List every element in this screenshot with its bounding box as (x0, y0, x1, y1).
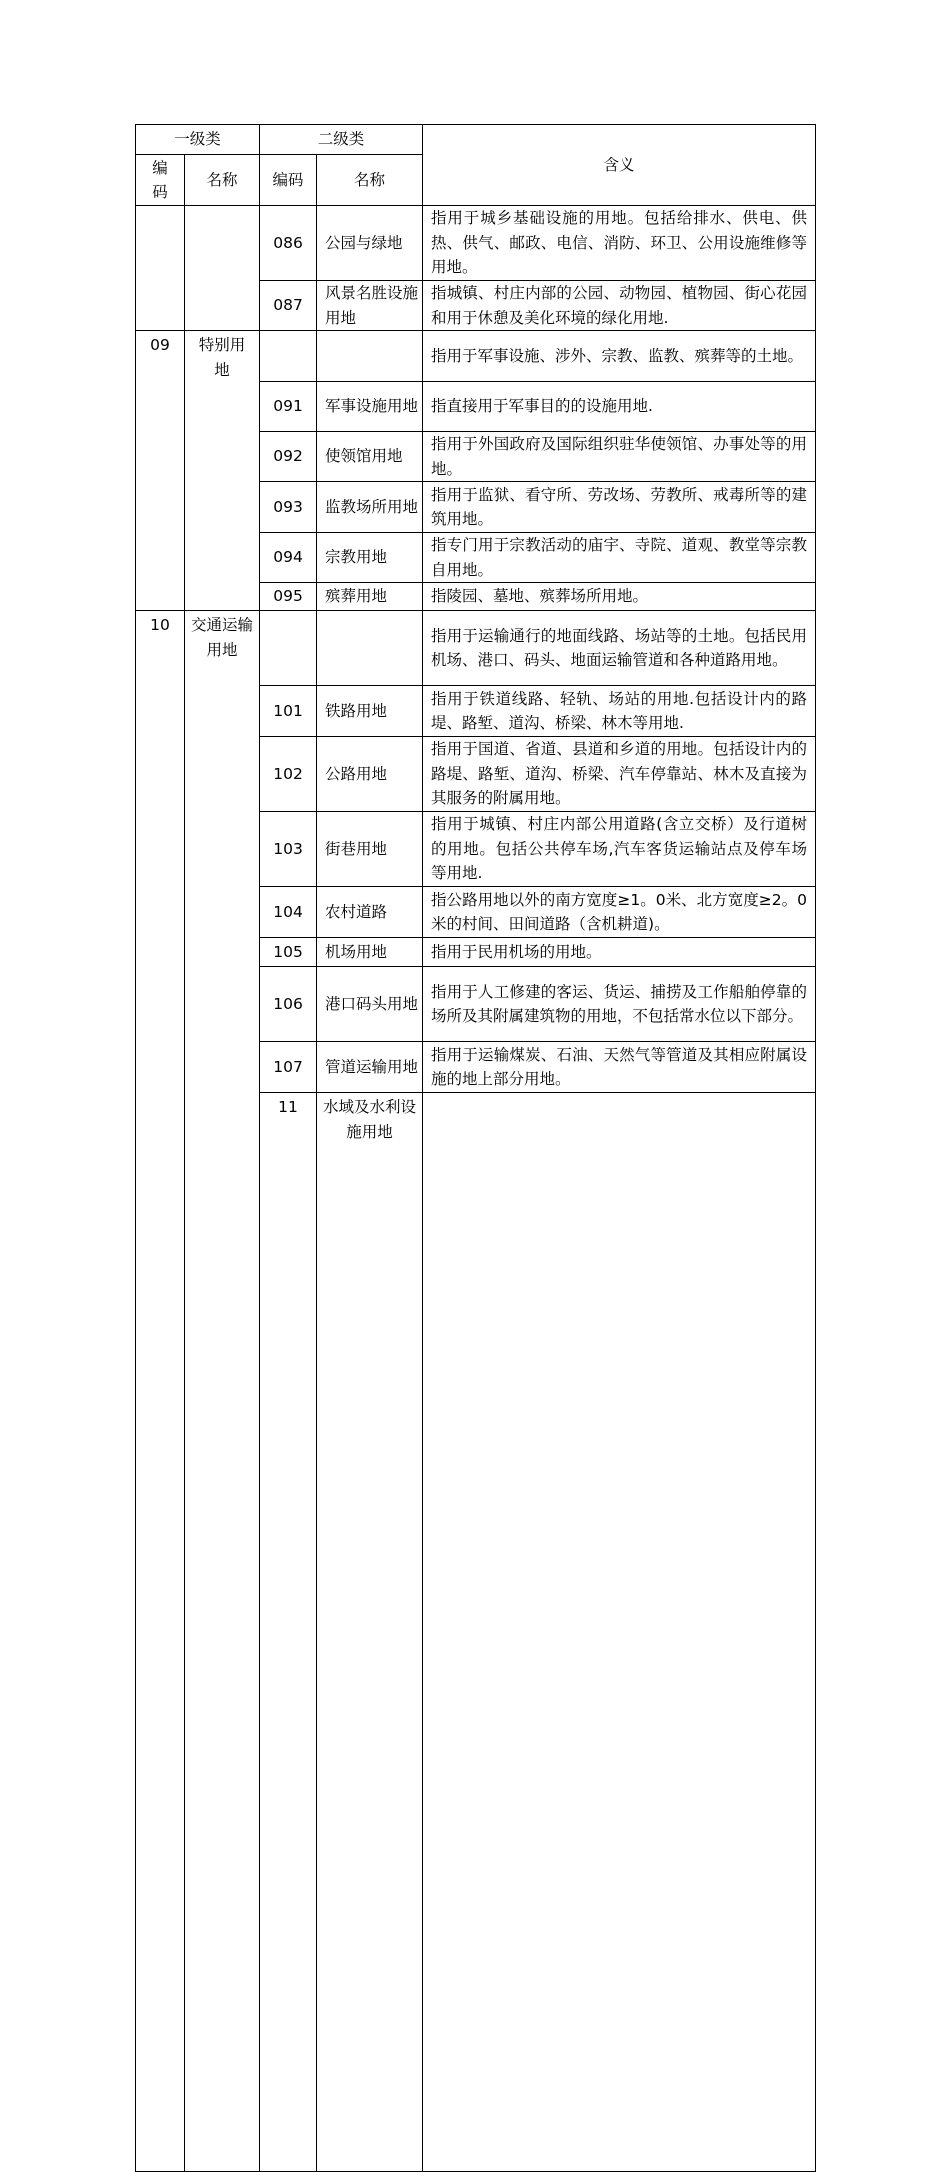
level2-code-cell: 086 (260, 206, 317, 281)
level2-header: 二级类 (260, 125, 423, 155)
meaning-cell: 指用于外国政府及国际组织驻华使领馆、办事处等的用地。 (423, 432, 816, 482)
level2-code-cell: 105 (260, 938, 317, 967)
level2-code-cell: 103 (260, 812, 317, 887)
meaning-cell: 指城镇、村庄内部的公园、动物园、植物园、街心花园和用于休憩及美化环境的绿化用地. (423, 281, 816, 331)
level2-code-cell: 104 (260, 887, 317, 938)
meaning-cell: 指用于军事设施、涉外、宗教、监教、殡葬等的土地。 (423, 331, 816, 382)
table-row (136, 206, 816, 281)
level2-name-cell: 公路用地 (317, 737, 423, 812)
level2-code-cell: 101 (260, 686, 317, 737)
level2-name-cell: 殡葬用地 (317, 583, 423, 611)
level1-name-cell: 水域及水利设施用地 (317, 1093, 423, 2172)
header-row (136, 125, 816, 155)
level2-name-cell (317, 331, 423, 382)
table-row (136, 331, 816, 382)
meaning-cell: 指用于人工修建的客运、货运、捕捞及工作船舶停靠的场所及其附属建筑物的用地，不包括常水位以下部分。 (423, 967, 816, 1042)
level1-name-cell: 特别用地 (185, 331, 260, 611)
meaning-cell: 指用于运输通行的地面线路、场站等的土地。包括民用机场、港口、码头、地面运输管道和各种道路用地。 (423, 611, 816, 686)
table-row (136, 611, 816, 686)
meaning-cell: 指用于国道、省道、县道和乡道的用地。包括设计内的路堤、路堑、道沟、桥梁、汽车停靠站、林木及直接为其服务的附属用地。 (423, 737, 816, 812)
meaning-cell: 指用于监狱、看守所、劳改场、劳教所、戒毒所等的建筑用地。 (423, 482, 816, 533)
level2-name-cell: 风景名胜设施用地 (317, 281, 423, 331)
level2-code-cell: 095 (260, 583, 317, 611)
level2-name-cell: 农村道路 (317, 887, 423, 938)
meaning-cell: 指用于铁道线路、轻轨、场站的用地.包括设计内的路堤、路堑、道沟、桥梁、林木等用地. (423, 686, 816, 737)
level2-code-cell: 092 (260, 432, 317, 482)
level1-code-cell (136, 206, 185, 331)
level2-code-header: 编码 (260, 155, 317, 206)
level2-name-cell: 宗教用地 (317, 533, 423, 583)
level2-name-cell: 公园与绿地 (317, 206, 423, 281)
level1-name-cell (185, 206, 260, 331)
level2-name-cell: 铁路用地 (317, 686, 423, 737)
land-use-classification-table (135, 124, 816, 2172)
meaning-cell: 指用于城镇、村庄内部公用道路(含立交桥）及行道树的用地。包括公共停车场,汽车客货运输站点及停车场等用地. (423, 812, 816, 887)
level2-name-cell: 使领馆用地 (317, 432, 423, 482)
level1-code-cell: 11 (260, 1093, 317, 2172)
level1-name-header: 名称 (185, 155, 260, 206)
level2-name-cell: 监教场所用地 (317, 482, 423, 533)
level2-code-cell: 094 (260, 533, 317, 583)
level2-code-cell: 106 (260, 967, 317, 1042)
level2-code-cell (423, 1093, 816, 2172)
meaning-cell: 指用于运输煤炭、石油、天然气等管道及其相应附属设施的地上部分用地。 (423, 1042, 816, 1093)
meaning-cell: 指公路用地以外的南方宽度≥1。0米、北方宽度≥2。0米的村间、田间道路（含机耕道)。 (423, 887, 816, 938)
level2-code-cell: 091 (260, 382, 317, 432)
level2-code-cell: 093 (260, 482, 317, 533)
level2-name-cell: 港口码头用地 (317, 967, 423, 1042)
level2-name-header: 名称 (317, 155, 423, 206)
level2-code-cell (260, 611, 317, 686)
level2-code-cell: 102 (260, 737, 317, 812)
level2-name-cell: 街巷用地 (317, 812, 423, 887)
level1-code-cell: 10 (136, 611, 185, 2172)
meaning-cell: 指用于城乡基础设施的用地。包括给排水、供电、供热、供气、邮政、电信、消防、环卫、公用设施维修等用地。 (423, 206, 816, 281)
meaning-header: 含义 (423, 125, 816, 206)
meaning-cell: 指用于民用机场的用地。 (423, 938, 816, 967)
level2-code-cell (260, 331, 317, 382)
level1-code-header: 编 码 (136, 155, 185, 206)
meaning-cell: 指陵园、墓地、殡葬场所用地。 (423, 583, 816, 611)
level2-code-cell: 087 (260, 281, 317, 331)
level2-code-cell: 107 (260, 1042, 317, 1093)
level2-name-cell (317, 611, 423, 686)
level1-name-cell: 交通运输用地 (185, 611, 260, 2172)
level2-name-cell: 管道运输用地 (317, 1042, 423, 1093)
level1-code-cell: 09 (136, 331, 185, 611)
meaning-cell: 指专门用于宗教活动的庙宇、寺院、道观、教堂等宗教自用地。 (423, 533, 816, 583)
meaning-cell: 指直接用于军事目的的设施用地. (423, 382, 816, 432)
level2-name-cell: 机场用地 (317, 938, 423, 967)
level1-header: 一级类 (136, 125, 260, 155)
level2-name-cell: 军事设施用地 (317, 382, 423, 432)
